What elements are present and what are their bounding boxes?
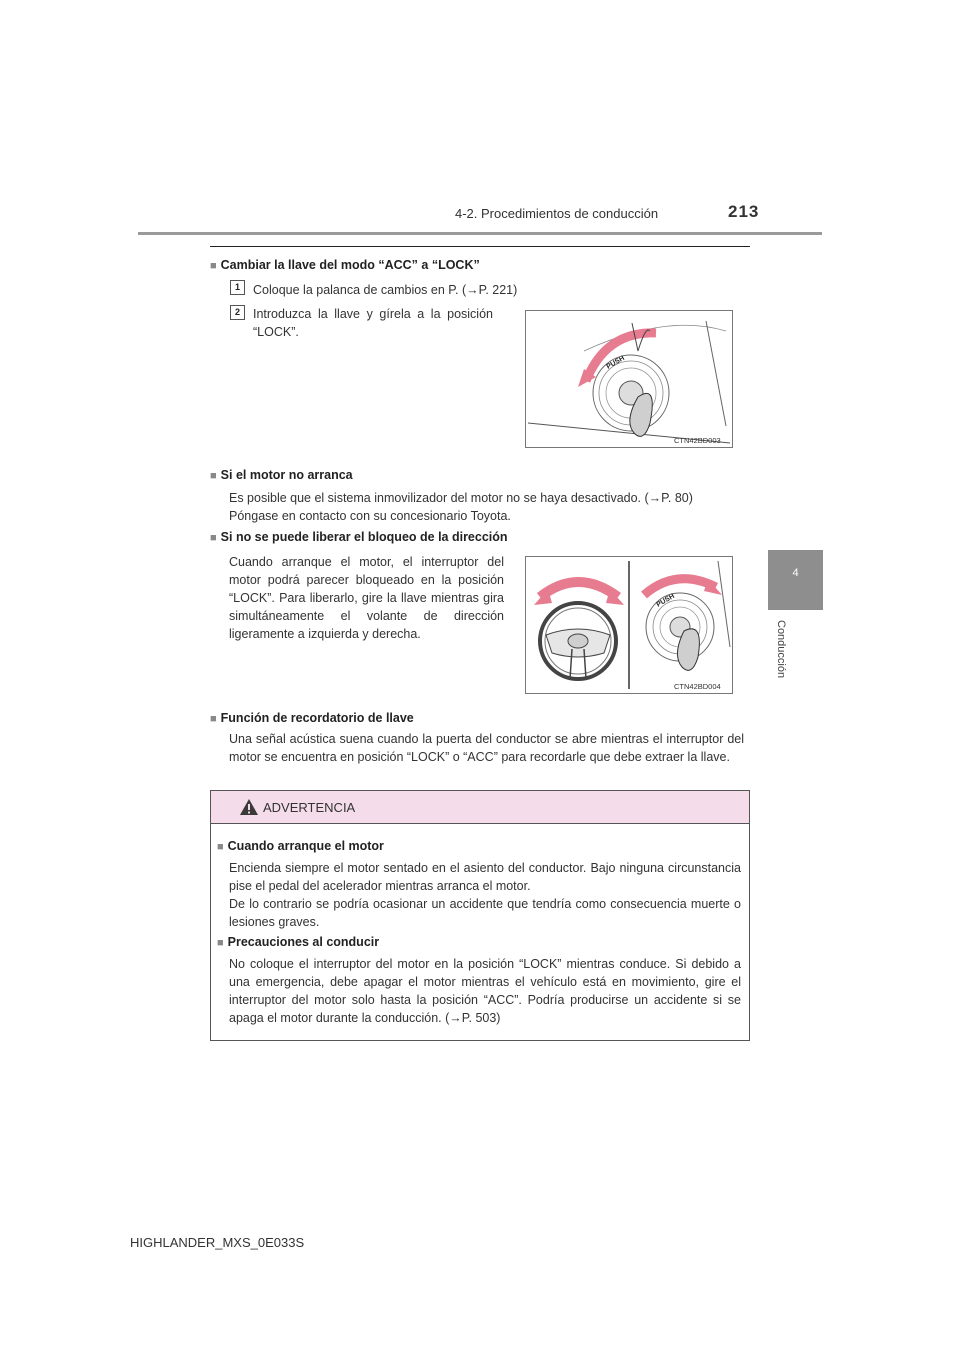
- step-2-badge: 2: [230, 305, 245, 320]
- figure-ignition-lock: [525, 310, 733, 448]
- page-number: 213: [728, 202, 760, 221]
- warning-title: ADVERTENCIA: [263, 800, 356, 815]
- bullet-square-icon: ■: [210, 713, 217, 725]
- warning-triangle-icon: [239, 798, 259, 816]
- section-heading-key-reminder: ■ Función de recordatorio de llave: [210, 711, 414, 725]
- section-heading-steering-lock: ■ Si no se puede liberar el bloqueo de la dirección: [210, 530, 508, 544]
- section-heading-acc-lock: ■ Cambiar la llave del modo “ACC” a “LOCK”: [210, 258, 480, 272]
- bullet-square-icon: ■: [217, 841, 224, 853]
- key-reminder-text: Una señal acústica suena cuando la puerta del conductor se abre mientras el interruptor del motor se encuentra en posición “LOCK” o “ACC” para recordarle que debe extraer la llave.: [229, 732, 744, 764]
- section-title: 4-2. Procedimientos de conducción: [455, 206, 659, 221]
- warning-box: [210, 790, 750, 1041]
- ignition-key-illustration: [526, 311, 732, 447]
- figure-steering-unlock: [525, 556, 733, 694]
- steering-lock-text: Cuando arranque el motor, el interruptor del motor podrá parecer bloqueado en la posición “LOCK”. Para liberarlo, gire la llave mientras gira simultáneamente el volante de dirección ligeramente a izquierda y derecha.: [229, 555, 504, 641]
- warning-heading-start-engine: ■ Cuando arranque el motor: [217, 839, 384, 853]
- svg-text:PUSH: PUSH: [655, 592, 676, 609]
- section-rule: [210, 246, 750, 247]
- engine-no-start-text-1: Es posible que el sistema inmovilizador del motor no se haya desactivado. (→P. 80): [229, 491, 693, 505]
- steering-wheel-key-illustration: [526, 557, 732, 693]
- chapter-label: Conducción: [775, 620, 787, 679]
- engine-no-start-text-2: Póngase en contacto con su concesionario Toyota.: [229, 509, 511, 523]
- figure-code-2: CTN42BD004: [674, 682, 721, 691]
- warning-start-engine-text-2: De lo contrario se podría ocasionar un accidente que tendría como consecuencia muerte o lesiones graves.: [229, 897, 741, 929]
- warning-start-engine-text-1: Encienda siempre el motor sentado en el asiento del conductor. Bajo ninguna circunstancia pise el pedal del acelerador mientras arranca el motor.: [229, 861, 741, 893]
- step-2-text: Introduzca la llave y gírela a la posición “LOCK”.: [253, 307, 493, 339]
- bullet-square-icon: ■: [210, 532, 217, 544]
- bullet-square-icon: ■: [210, 260, 217, 272]
- figure-code-1: CTN42BD003: [674, 436, 721, 445]
- header-rule: [138, 232, 822, 235]
- bullet-square-icon: ■: [210, 470, 217, 482]
- section-heading-engine-no-start: ■ Si el motor no arranca: [210, 468, 353, 482]
- svg-text:PUSH: PUSH: [605, 354, 626, 371]
- warning-header: [211, 791, 749, 824]
- step-1-text: Coloque la palanca de cambios en P. (→P. 221): [253, 283, 518, 297]
- warning-driving-text: No coloque el interruptor del motor en la posición “LOCK” mientras conduce. Si debido a una emergencia, debe apagar el motor mientras el vehículo está en movimiento, gire el interruptor del motor solo hasta la posición “ACC”. Podría producirse un accidente si se apaga el motor durante la conducción. (→P. 503): [229, 957, 741, 1025]
- chapter-number: 4: [792, 567, 799, 579]
- document-code: HIGHLANDER_MXS_0E033S: [130, 1235, 305, 1250]
- chapter-tab: [768, 550, 823, 610]
- warning-heading-driving: ■ Precauciones al conducir: [217, 935, 380, 949]
- bullet-square-icon: ■: [217, 937, 224, 949]
- step-1-badge: 1: [230, 280, 245, 295]
